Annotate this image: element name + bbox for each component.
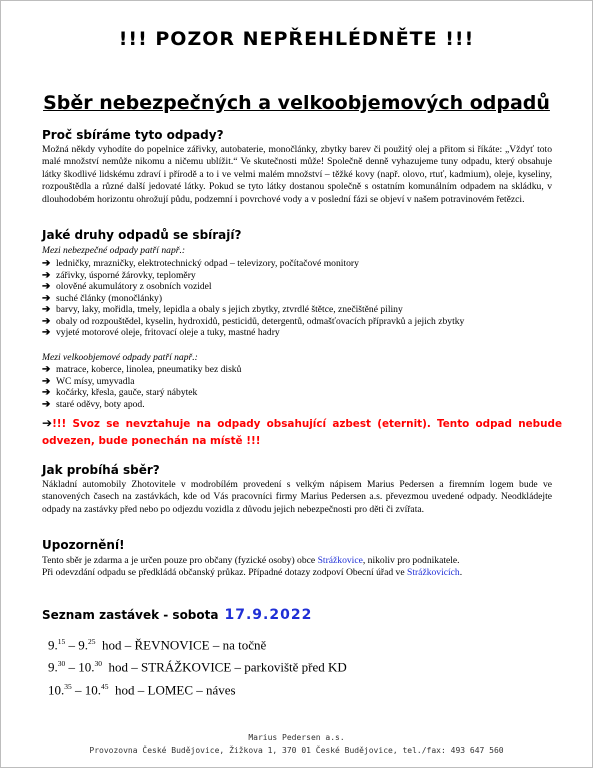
arrow-right-icon: ➔	[42, 281, 51, 292]
list-item: ➔ barvy, laky, mořidla, tmely, lepidla a obaly s jejich zbytky, ztvrdlé štětce, znečištěné piliny	[42, 304, 403, 315]
stop-row: 9.30 – 10.30 hod – STRÁŽKOVICE – parkoviště před KD	[48, 659, 347, 675]
arrow-right-icon: ➔	[42, 292, 51, 304]
hazardous-intro: Mezi nebezpečné odpady patří např.:	[42, 245, 186, 256]
stop-row: 9.15 – 9.25 hod – ŘEVNOVICE – na točně	[48, 637, 267, 653]
stops-list	[48, 632, 347, 699]
hazardous-list	[42, 258, 464, 339]
bulky-intro: Mezi velkoobjemové odpady patří např.:	[42, 352, 198, 363]
list-item: ➔ matrace, koberce, linolea, pneumatiky bez disků	[42, 364, 242, 375]
schedule-date: 17.9.2022	[224, 607, 313, 623]
list-item: ➔ staré oděvy, boty apod.	[42, 398, 145, 410]
list-item: ➔ vyjeté motorové oleje, fritovací oleje a tuky, mastné hadry	[42, 327, 280, 338]
asbestos-warning: ➔!!! Svoz se nevztahuje na odpady obsahující azbest (eternit). Tento odpad nebude odvezen, bude ponechán na místě !!!	[42, 416, 562, 447]
arrow-right-icon: ➔	[42, 258, 51, 269]
list-item: ➔ obaly od rozpouštědel, kyselin, hydroxidů, pesticidů, detergentů, odmašťovacích přípravků a jejich zbytky	[42, 315, 465, 327]
section-notice-heading: Upozornění!	[42, 538, 125, 552]
arrow-right-icon: ➔	[42, 375, 51, 387]
arrow-right-icon: ➔	[42, 364, 51, 375]
section-types-heading: Jaké druhy odpadů se sbírají?	[42, 228, 242, 242]
section-how-text: Nákladní automobily Zhotovitele v modrobílém provedení s velkým nápisem Marius Pedersen a firemním logem bude ve stanovených časech na zastávkách, kde od Vás pracovníci firmy Marius Pedersen a.s. převezmou uvedené odpady. Neodkládejte odpady na zastávky před nebo po odjezdu vozidla z důvodu jejich nebezpečnosti pro děti či zvířata.	[42, 479, 552, 515]
arrow-right-icon: ➔	[42, 398, 51, 410]
list-item: ➔ WC mísy, umyvadla	[42, 375, 135, 387]
footer-address: Provozovna České Budějovice, Žižkova 1, 370 01 České Budějovice, tel./fax: 493 647 560	[89, 746, 504, 755]
main-title: Sběr nebezpečných a velkoobjemových odpadů	[43, 92, 550, 114]
footer-company: Marius Pedersen a.s.	[248, 733, 345, 742]
arrow-right-icon: ➔	[42, 269, 51, 281]
schedule-heading: Seznam zastávek - sobota 17.9.2022	[42, 607, 313, 623]
bulky-list	[42, 364, 241, 410]
section-why-heading: Proč sbíráme tyto odpady?	[42, 128, 224, 142]
list-item: ➔ suché články (monočlánky)	[42, 292, 163, 304]
list-item: ➔ zářivky, úsporné žárovky, teploměry	[42, 269, 196, 281]
arrow-right-icon: ➔	[42, 327, 51, 338]
section-why-text: Možná někdy vyhodíte do popelnice zářivky, autobaterie, monočlánky, zbytky barev či použitý olej a přitom si říkáte: „Vždyť toto malé množství nemůže nikomu a ničemu ublížit.“ Ve skutečnosti může! Společně denně vyhazujeme tuny odpadu, který obsahuje látky škodlivé lidskému zdraví i přírodě a to i ve velmi malém množství – těžké kovy (např. olovo, rtuť, kadmium), oleje, kyseliny, rozpouštědla a různé další jedovaté látky. Pokud se tyto látky dostanou společně s ostatním komunálním odpadem na skládku, v dlouhodobém horizontu ohrožují půdu, podzemní i povrchové vody a v poslední fázi se objeví v našem potravinovém řetězci.	[42, 144, 552, 205]
link-strazkovice: Strážkovice	[317, 555, 363, 566]
list-item: ➔ olověné akumulátory z osobních vozidel	[42, 281, 212, 292]
link-strazkovicich: Strážkovicích	[406, 567, 460, 579]
list-item: ➔ kočárky, křesla, gauče, starý nábytek	[42, 387, 198, 398]
section-notice-text: Tento sběr je zdarma a je určen pouze pro občany (fyzické osoby) obce Strážkovice, nikoliv pro podnikatele. Při odevzdání odpadu se předkládá občanský průkaz. Případné dotazy zodpoví Obecní úřad ve Strážkovicích.	[42, 555, 463, 579]
section-how-heading: Jak probíhá sběr?	[42, 463, 160, 477]
arrow-right-icon: ➔	[42, 304, 51, 315]
arrow-right-icon: ➔	[42, 387, 51, 398]
list-item: ➔ ledničky, mrazničky, elektrotechnický odpad – televizory, počítačové monitory	[42, 258, 359, 269]
arrow-right-icon: ➔	[42, 416, 53, 430]
stop-row: 10.35 – 10.45 hod – LOMEC – náves	[48, 681, 236, 697]
alert-title: !!! POZOR NEPŘEHLÉDNĚTE !!!	[118, 28, 475, 50]
arrow-right-icon: ➔	[42, 315, 51, 327]
